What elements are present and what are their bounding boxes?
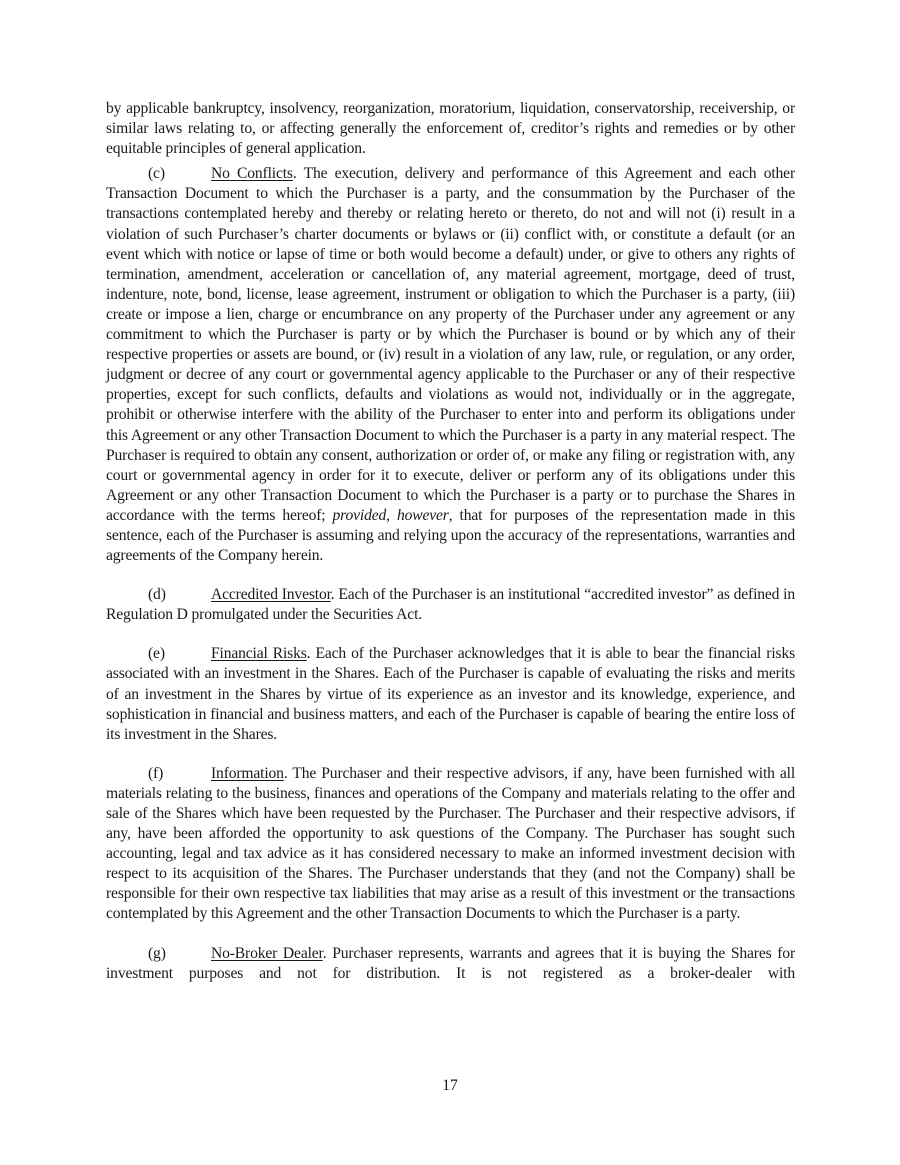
page-number: 17 xyxy=(442,1077,458,1094)
section-text: , that for purposes of the representation made in this sentence, each of the Purchaser is assuming and relying upon the accuracy of the representations, warranties and agreements of the Company herein. xyxy=(106,506,795,565)
section-label: (g) xyxy=(148,944,166,962)
section-label: (c) xyxy=(148,165,165,183)
section-e-paragraph xyxy=(106,644,795,744)
continuation-paragraph: by applicable bankruptcy, insolvency, reorganization, moratorium, liquidation, conservatorship, receivership, or similar laws relating to, or affecting generally the enforcement of, creditor’s rights and remedies or by other equitable principles of general application. xyxy=(106,100,795,158)
section-label: (d) xyxy=(148,586,166,604)
section-heading: Information xyxy=(211,764,284,782)
section-d-paragraph xyxy=(106,585,795,625)
section-text: . The Purchaser and their respective advisors, if any, have been furnished with all materials relating to the business, finances and operations of the Company and materials relating to the offer and sale of the Shares which have been requested by the Purchaser. The Purchaser and their respective advisors, if any, have been afforded the opportunity to ask questions of the Company. The Purchaser has sought such accounting, legal and tax advice as it has considered necessary to make an informed investment decision with respect to its acquisition of the Shares. The Purchaser understands that they (and not the Company) shall be responsible for their own respective tax liabilities that may arise as a result of this investment or the transactions contemplated by this Agreement and the other Transaction Documents to which the Purchaser is a party. xyxy=(106,764,795,923)
italic-term: provided, however xyxy=(332,506,449,524)
section-f-paragraph xyxy=(106,764,795,925)
section-c-paragraph xyxy=(106,164,795,566)
section-label: (f) xyxy=(148,764,164,782)
section-heading: No-Broker Dealer xyxy=(211,944,323,962)
section-text: . Purchaser represents, warrants and agrees that it is buying the Shares for investment purposes and not for distribution. It is not registered as a broker-dealer with xyxy=(106,944,795,982)
section-text: . Each of the Purchaser is an institutional “accredited investor” as defined in Regulation D promulgated under the Securities Act. xyxy=(106,586,795,624)
section-heading: No Conflicts xyxy=(211,165,293,183)
section-text: . Each of the Purchaser acknowledges that it is able to bear the financial risks associated with an investment in the Shares. Each of the Purchaser is capable of evaluating the risks and merits of an investment in the Shares by virtue of its experience as an investor and its knowledge, experience, and sophistication in financial and business matters, and each of the Purchaser is capable of bearing the entire loss of its investment in the Shares. xyxy=(106,645,796,743)
section-label: (e) xyxy=(148,645,165,663)
section-heading: Accredited Investor xyxy=(211,586,331,604)
section-heading: Financial Risks xyxy=(211,645,307,663)
section-text: . The execution, delivery and performance of this Agreement and each other Transaction Document to which the Purchaser is a party, and the consummation by the Purchaser of the transactions contemplated hereby and thereby or relating hereto or thereto, do not and will not (i) result in a violation of such Purchaser’s charter documents or bylaws or (ii) conflict with, or constitute a default (or an event which with notice or lapse of time or both would become a default) under, or give to others any rights of termination, amendment, acceleration or cancellation of, any material agreement, mortgage, deed of trust, indenture, note, bond, license, lease agreement, instrument or obligation to which the Purchaser is a party, (iii) create or impose a lien, charge or encumbrance on any property of the Purchaser under any agreement or any commitment to which the Purchaser is party or by which the Purchaser is bound or by which any of their respective properties or assets are bound, or (iv) result in a violation of any law, rule, or regulation, or any order, judgment or decree of any court or governmental agency applicable to the Purchaser or any of their respective properties, except for such conflicts, defaults and violations as would not, individually or in the aggregate, prohibit or otherwise interfere with the ability of the Purchaser to enter into and perform its obligations under this Agreement or any other Transaction Document to which the Purchaser is a party in any material respect. The Purchaser is required to obtain any consent, authorization or order of, or make any filing or registration with, any court or governmental agency in order for it to execute, deliver or perform any of its obligations under this Agreement or any other Transaction Document to which the Purchaser is a party or to purchase the Shares in accordance with the terms hereof; xyxy=(106,165,795,524)
section-g-paragraph xyxy=(106,944,795,984)
document-page xyxy=(106,99,795,984)
